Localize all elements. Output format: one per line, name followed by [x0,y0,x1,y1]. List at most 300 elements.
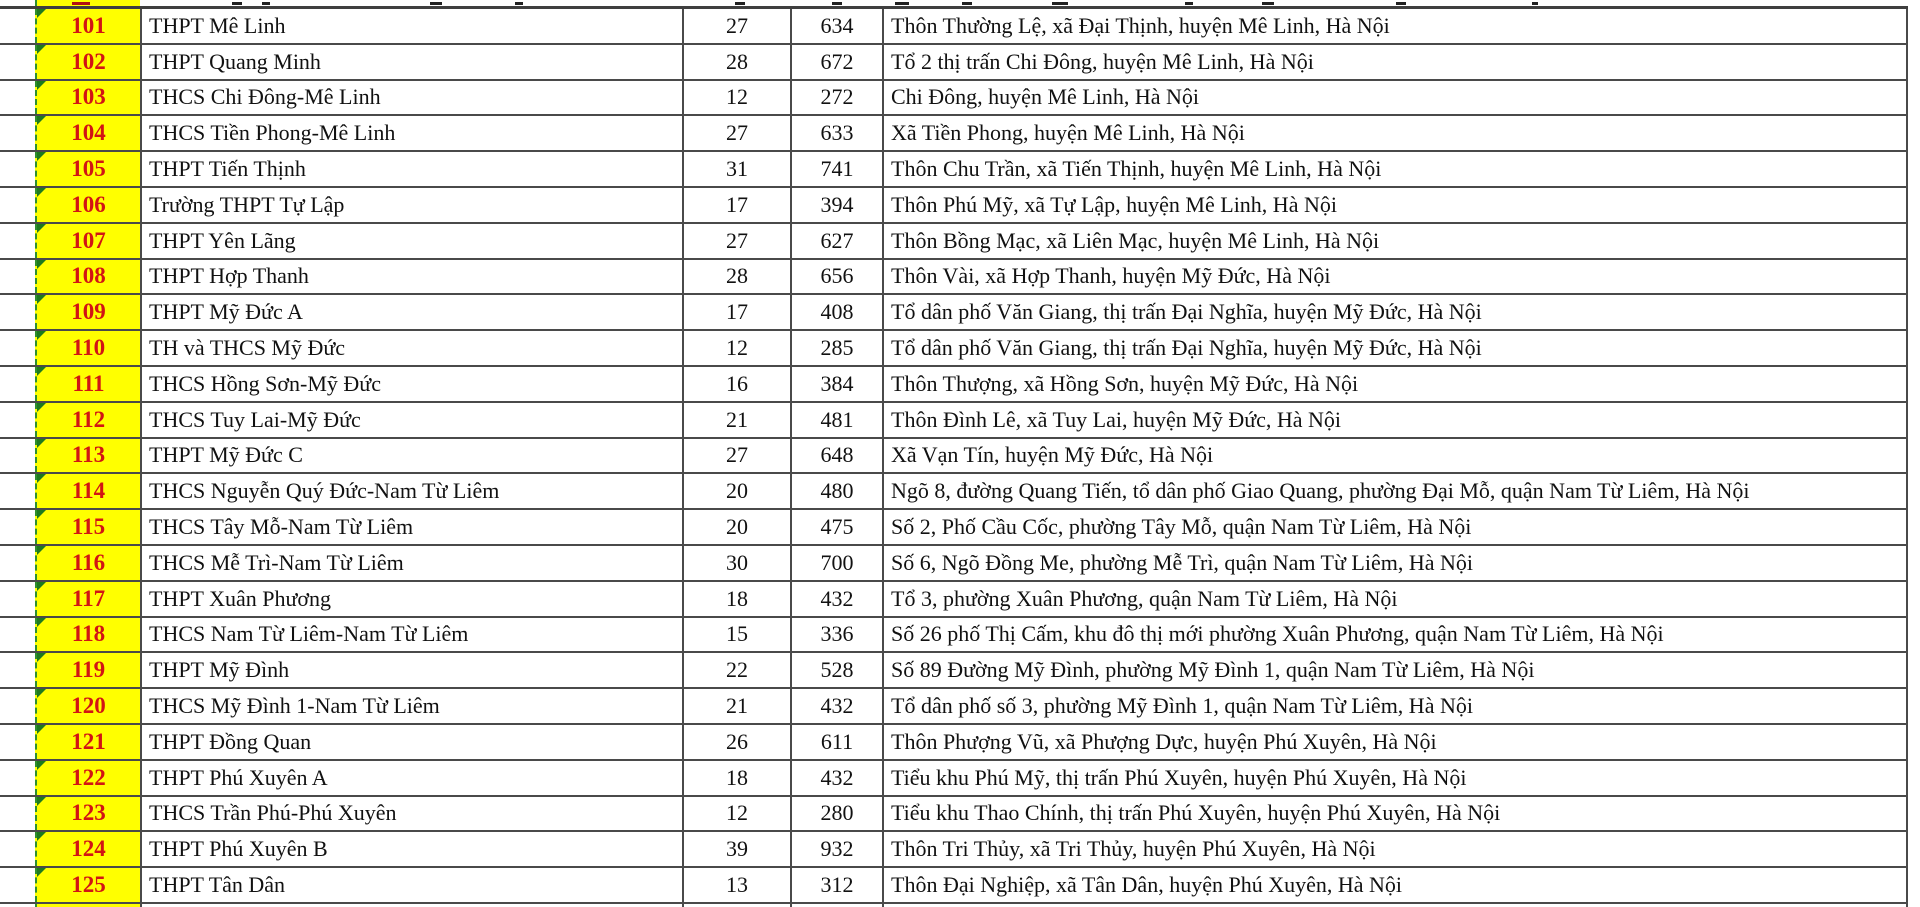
table-row [0,474,1908,510]
school-name: THCS Tuy Lai-Mỹ Đức [149,406,361,432]
num-col-2-cell[interactable] [790,474,882,508]
address-cell[interactable] [882,152,1908,186]
margin-cell[interactable] [0,761,35,795]
margin-cell[interactable] [0,797,35,831]
school-name-cell[interactable] [140,152,682,186]
num-col-2-cell[interactable] [790,725,882,759]
row-number-cell[interactable] [35,260,140,294]
row-number-cell[interactable] [35,868,140,902]
school-name: THCS Trần Phú-Phú Xuyên [149,800,397,826]
row-number-cell[interactable] [35,81,140,115]
row-number-cell[interactable] [35,295,140,329]
num-col-2-value: 336 [820,621,854,647]
error-indicator-icon [37,868,46,877]
num-col-1-cell[interactable] [682,224,790,258]
address-cell[interactable] [882,439,1908,473]
error-indicator-icon [37,582,46,591]
row-number: 106 [71,191,106,217]
address-cell[interactable] [882,868,1908,902]
num-col-2-cell[interactable] [790,832,882,866]
row-number: 108 [71,263,106,289]
row-number-cell[interactable] [35,331,140,365]
margin-cell[interactable] [0,510,35,544]
table-row [0,45,1908,81]
school-name-cell[interactable] [140,832,682,866]
school-name: THPT Mỹ Đức A [149,299,303,325]
row-number-cell[interactable] [35,45,140,79]
table-row [0,510,1908,546]
num-col-1-cell[interactable] [682,152,790,186]
school-name-cell[interactable] [140,331,682,365]
num-col-2-cell[interactable] [790,81,882,115]
num-col-2-value: 648 [820,442,854,468]
school-name: THPT Phú Xuyên A [149,764,328,790]
num-col-1-cell[interactable] [682,761,790,795]
table-row [0,260,1908,296]
school-name-cell[interactable] [140,367,682,401]
num-col-1-value: 21 [726,406,748,432]
num-col-1-cell[interactable] [682,9,790,43]
school-name-cell[interactable] [140,224,682,258]
clipped-cell[interactable] [790,904,882,907]
num-col-1-cell[interactable] [682,797,790,831]
num-col-2-value: 272 [820,84,854,110]
margin-cell[interactable] [0,116,35,150]
margin-cell[interactable] [0,689,35,723]
error-indicator-icon [37,797,46,806]
address-text: Tổ 2 thị trấn Chi Đông, huyện Mê Linh, Hà Nội [891,48,1314,74]
margin-cell[interactable] [0,618,35,652]
clipped-glyph-fragment [1532,2,1538,5]
row-number-cell[interactable] [35,618,140,652]
row-number-cell[interactable] [35,689,140,723]
num-col-2-cell[interactable] [790,618,882,652]
address-cell[interactable] [882,9,1908,43]
address-cell[interactable] [882,45,1908,79]
address-text: Thôn Phú Mỹ, xã Tự Lập, huyện Mê Linh, Hà Nội [891,191,1337,217]
num-col-2-cell[interactable] [790,9,882,43]
address-text: Tổ dân phố Văn Giang, thị trấn Đại Nghĩa, huyện Mỹ Đức, Hà Nội [891,335,1482,361]
school-name: THPT Tiến Thịnh [149,156,306,182]
clipped-glyph-fragment [72,2,90,5]
school-name-cell[interactable] [140,81,682,115]
margin-cell[interactable] [0,474,35,508]
num-col-1-value: 22 [726,657,748,683]
school-name-cell[interactable] [140,689,682,723]
margin-cell[interactable] [0,224,35,258]
num-col-2-cell[interactable] [790,403,882,437]
address-cell[interactable] [882,618,1908,652]
clipped-cell[interactable] [882,904,1908,907]
school-name: THCS Chi Đông-Mê Linh [149,84,381,110]
num-col-2-cell[interactable] [790,45,882,79]
num-col-1-cell[interactable] [682,653,790,687]
address-cell[interactable] [882,582,1908,616]
num-col-1-cell[interactable] [682,832,790,866]
error-indicator-icon [37,188,46,197]
num-col-2-value: 312 [820,872,854,898]
row-number-cell[interactable] [35,152,140,186]
error-indicator-icon [37,474,46,483]
school-name: THCS Mỹ Đình 1-Nam Từ Liêm [149,693,440,719]
num-col-1-value: 18 [726,585,748,611]
num-col-1-value: 18 [726,764,748,790]
num-col-1-value: 27 [726,120,748,146]
num-col-2-value: 480 [820,478,854,504]
school-name: THPT Xuân Phương [149,585,332,611]
margin-cell[interactable] [0,403,35,437]
row-number: 125 [71,872,106,898]
address-cell[interactable] [882,367,1908,401]
address-text: Thôn Đình Lê, xã Tuy Lai, huyện Mỹ Đức, Hà Nội [891,406,1342,432]
row-number: 110 [71,335,106,361]
num-col-1-cell[interactable] [682,618,790,652]
school-name-cell[interactable] [140,510,682,544]
address-cell[interactable] [882,81,1908,115]
address-cell[interactable] [882,725,1908,759]
row-number-cell[interactable] [35,582,140,616]
address-cell[interactable] [882,474,1908,508]
table-row [0,331,1908,367]
error-indicator-icon [37,546,46,555]
num-col-2-cell[interactable] [790,868,882,902]
num-col-1-value: 28 [726,48,748,74]
school-name: THPT Đồng Quan [149,728,312,754]
num-col-1-cell[interactable] [682,116,790,150]
margin-cell[interactable] [0,832,35,866]
num-col-1-value: 17 [726,191,748,217]
row-number: 104 [71,120,106,146]
clipped-glyph-fragment [962,2,972,5]
clipped-glyph-fragment [430,2,442,5]
num-col-2-cell[interactable] [790,224,882,258]
num-col-1-cell[interactable] [682,403,790,437]
num-col-2-value: 481 [820,406,854,432]
error-indicator-icon [37,81,46,90]
row-number: 122 [71,764,106,790]
error-indicator-icon [37,725,46,734]
address-text: Thôn Bồng Mạc, xã Liên Mạc, huyện Mê Linh, Hà Nội [891,227,1380,253]
num-col-2-value: 432 [820,585,854,611]
school-name: THPT Mỹ Đức C [149,442,303,468]
num-col-1-cell[interactable] [682,188,790,222]
num-col-1-cell[interactable] [682,868,790,902]
row-number-cell[interactable] [35,367,140,401]
num-col-1-cell[interactable] [682,510,790,544]
school-name-cell[interactable] [140,797,682,831]
num-col-2-value: 408 [820,299,854,325]
num-col-1-cell[interactable] [682,331,790,365]
margin-cell[interactable] [0,81,35,115]
address-cell[interactable] [882,116,1908,150]
address-cell[interactable] [882,832,1908,866]
num-col-1-cell[interactable] [682,367,790,401]
num-col-2-cell[interactable] [790,761,882,795]
row-number: 107 [71,227,106,253]
address-cell[interactable] [882,689,1908,723]
address-cell[interactable] [882,188,1908,222]
table-row [0,653,1908,689]
num-col-2-value: 633 [820,120,854,146]
address-text: Tiểu khu Phú Mỹ, thị trấn Phú Xuyên, huyện Phú Xuyên, Hà Nội [891,764,1467,790]
school-name: THPT Hợp Thanh [149,263,309,289]
row-number: 114 [71,478,106,504]
num-col-1-cell[interactable] [682,295,790,329]
error-indicator-icon [37,260,46,269]
school-name-cell[interactable] [140,725,682,759]
school-name-cell[interactable] [140,546,682,580]
num-col-2-cell[interactable] [790,295,882,329]
row-number: 105 [71,156,106,182]
row-number: 103 [71,84,106,110]
num-col-1-cell[interactable] [682,546,790,580]
address-text: Số 89 Đường Mỹ Đình, phường Mỹ Đình 1, quận Nam Từ Liêm, Hà Nội [891,657,1535,683]
num-col-1-value: 12 [726,800,748,826]
school-name: THCS Nguyễn Quý Đức-Nam Từ Liêm [149,478,500,504]
row-number-cell[interactable] [35,224,140,258]
margin-cell[interactable] [0,367,35,401]
table-row [0,618,1908,654]
table-row [0,403,1908,439]
school-name: THCS Mễ Trì-Nam Từ Liêm [149,549,404,575]
num-col-1-value: 12 [726,335,748,361]
address-cell[interactable] [882,653,1908,687]
num-col-2-value: 285 [820,335,854,361]
row-number-cell[interactable] [35,797,140,831]
margin-cell[interactable] [0,188,35,222]
margin-cell[interactable] [0,45,35,79]
row-number: 120 [71,693,106,719]
num-col-1-cell[interactable] [682,45,790,79]
school-name-cell[interactable] [140,45,682,79]
num-col-1-value: 30 [726,549,748,575]
num-col-2-cell[interactable] [790,331,882,365]
row-number-cell[interactable] [35,510,140,544]
address-cell[interactable] [882,403,1908,437]
num-col-1-cell[interactable] [682,582,790,616]
num-col-2-cell[interactable] [790,367,882,401]
row-number: 112 [71,406,106,432]
table-row [0,761,1908,797]
row-number: 113 [71,442,106,468]
margin-cell[interactable] [0,582,35,616]
clipped-glyph-fragment [895,2,909,5]
table-row [0,868,1908,904]
row-number: 121 [71,728,106,754]
school-name-cell[interactable] [140,439,682,473]
row-number: 123 [71,800,106,826]
address-cell[interactable] [882,510,1908,544]
num-col-2-cell[interactable] [790,653,882,687]
clipped-yellow-cell[interactable] [35,904,140,907]
address-text: Chi Đông, huyện Mê Linh, Hà Nội [891,84,1199,110]
address-text: Xã Vạn Tín, huyện Mỹ Đức, Hà Nội [891,442,1214,468]
num-col-1-value: 27 [726,442,748,468]
table-row [0,797,1908,833]
margin-cell[interactable] [0,260,35,294]
num-col-1-cell[interactable] [682,725,790,759]
error-indicator-icon [37,9,46,18]
address-cell[interactable] [882,224,1908,258]
school-name-cell[interactable] [140,653,682,687]
num-col-1-cell[interactable] [682,439,790,473]
margin-cell[interactable] [0,546,35,580]
num-col-1-cell[interactable] [682,260,790,294]
row-number-cell[interactable] [35,188,140,222]
address-cell[interactable] [882,546,1908,580]
margin-cell[interactable] [0,868,35,902]
num-col-2-cell[interactable] [790,689,882,723]
clipped-row-below[interactable] [0,904,1908,907]
school-name: THCS Tây Mỗ-Nam Từ Liêm [149,514,414,540]
school-name-cell[interactable] [140,403,682,437]
error-indicator-icon [37,618,46,627]
error-indicator-icon [37,224,46,233]
num-col-2-cell[interactable] [790,510,882,544]
school-name-cell[interactable] [140,295,682,329]
school-name-cell[interactable] [140,868,682,902]
error-indicator-icon [37,510,46,519]
num-col-2-value: 700 [820,549,854,575]
address-text: Thôn Chu Trần, xã Tiến Thịnh, huyện Mê Linh, Hà Nội [891,156,1382,182]
table-row [0,832,1908,868]
address-cell[interactable] [882,260,1908,294]
margin-cell[interactable] [0,904,35,907]
error-indicator-icon [37,653,46,662]
table-row [0,295,1908,331]
clipped-cell[interactable] [140,904,682,907]
error-indicator-icon [37,331,46,340]
num-col-1-value: 20 [726,478,748,504]
row-number: 119 [71,657,106,683]
num-col-2-value: 672 [820,48,854,74]
address-text: Ngõ 8, đường Quang Tiến, tổ dân phố Giao Quang, phường Đại Mỗ, quận Nam Từ Liêm, Hà Nội [891,478,1750,504]
num-col-2-value: 932 [820,836,854,862]
table-row [0,116,1908,152]
row-number-cell[interactable] [35,439,140,473]
num-col-1-cell[interactable] [682,81,790,115]
row-number-cell[interactable] [35,653,140,687]
table-row [0,689,1908,725]
error-indicator-icon [37,403,46,412]
row-number-cell[interactable] [35,725,140,759]
clipped-glyph-fragment [262,2,270,5]
address-text: Tổ dân phố số 3, phường Mỹ Đình 1, quận Nam Từ Liêm, Hà Nội [891,693,1473,719]
address-cell[interactable] [882,331,1908,365]
table-row [0,439,1908,475]
num-col-2-cell[interactable] [790,797,882,831]
error-indicator-icon [37,45,46,54]
address-cell[interactable] [882,797,1908,831]
margin-cell[interactable] [0,295,35,329]
margin-cell[interactable] [0,331,35,365]
school-name-cell[interactable] [140,116,682,150]
clipped-row-above[interactable] [0,0,1908,9]
num-col-2-value: 528 [820,657,854,683]
school-name-cell[interactable] [140,761,682,795]
address-text: Xã Tiền Phong, huyện Mê Linh, Hà Nội [891,120,1245,146]
num-col-1-value: 26 [726,728,748,754]
school-name: THCS Tiền Phong-Mê Linh [149,120,396,146]
num-col-1-value: 39 [726,836,748,862]
address-text: Thôn Thường Lệ, xã Đại Thịnh, huyện Mê Linh, Hà Nội [891,12,1390,38]
row-number-cell[interactable] [35,474,140,508]
address-text: Thôn Tri Thủy, xã Tri Thủy, huyện Phú Xuyên, Hà Nội [891,836,1376,862]
row-number: 117 [71,585,106,611]
num-col-2-cell[interactable] [790,260,882,294]
row-number-cell[interactable] [35,116,140,150]
num-col-2-cell[interactable] [790,152,882,186]
num-col-2-cell[interactable] [790,116,882,150]
error-indicator-icon [37,832,46,841]
num-col-2-cell[interactable] [790,546,882,580]
clipped-glyph-fragment [515,2,523,5]
num-col-1-cell[interactable] [682,689,790,723]
error-indicator-icon [37,295,46,304]
margin-cell[interactable] [0,725,35,759]
num-col-1-value: 21 [726,693,748,719]
address-cell[interactable] [882,295,1908,329]
clipped-glyph-fragment [1052,2,1068,5]
row-number-cell[interactable] [35,761,140,795]
num-col-1-value: 17 [726,299,748,325]
school-name-cell[interactable] [140,618,682,652]
school-name-cell[interactable] [140,474,682,508]
row-number-cell[interactable] [35,546,140,580]
margin-cell[interactable] [0,152,35,186]
clipped-glyph-fragment [832,2,842,5]
table-row [0,9,1908,45]
school-name-cell[interactable] [140,9,682,43]
school-name: THPT Tân Dân [149,872,286,898]
error-indicator-icon [37,152,46,161]
num-col-1-value: 28 [726,263,748,289]
row-number-cell[interactable] [35,403,140,437]
address-text: Thôn Thượng, xã Hồng Sơn, huyện Mỹ Đức, Hà Nội [891,370,1359,396]
num-col-1-value: 27 [726,227,748,253]
school-name: TH và THCS Mỹ Đức [149,335,346,361]
table-row [0,725,1908,761]
school-name-cell[interactable] [140,260,682,294]
school-name-cell[interactable] [140,188,682,222]
school-name: THCS Nam Từ Liêm-Nam Từ Liêm [149,621,469,647]
row-number: 115 [71,514,106,540]
clipped-cell[interactable] [682,904,790,907]
num-col-2-value: 475 [820,514,854,540]
num-col-2-value: 432 [820,693,854,719]
num-col-2-value: 384 [820,370,854,396]
row-number-cell[interactable] [35,9,140,43]
num-col-1-value: 13 [726,872,748,898]
row-number-cell[interactable] [35,832,140,866]
margin-cell[interactable] [0,439,35,473]
num-col-2-cell[interactable] [790,439,882,473]
address-text: Số 26 phố Thị Cấm, khu đô thị mới phường Xuân Phương, quận Nam Từ Liêm, Hà Nội [891,621,1664,647]
num-col-1-cell[interactable] [682,474,790,508]
clipped-glyph-fragment [1396,2,1406,5]
table-row [0,582,1908,618]
num-col-2-value: 741 [820,156,854,182]
num-col-1-value: 16 [726,370,748,396]
num-col-2-cell[interactable] [790,188,882,222]
clipped-glyph-fragment [1185,2,1193,5]
num-col-2-cell[interactable] [790,582,882,616]
address-cell[interactable] [882,761,1908,795]
row-number: 109 [71,299,106,325]
margin-cell[interactable] [0,9,35,43]
margin-cell[interactable] [0,653,35,687]
school-name-cell[interactable] [140,582,682,616]
